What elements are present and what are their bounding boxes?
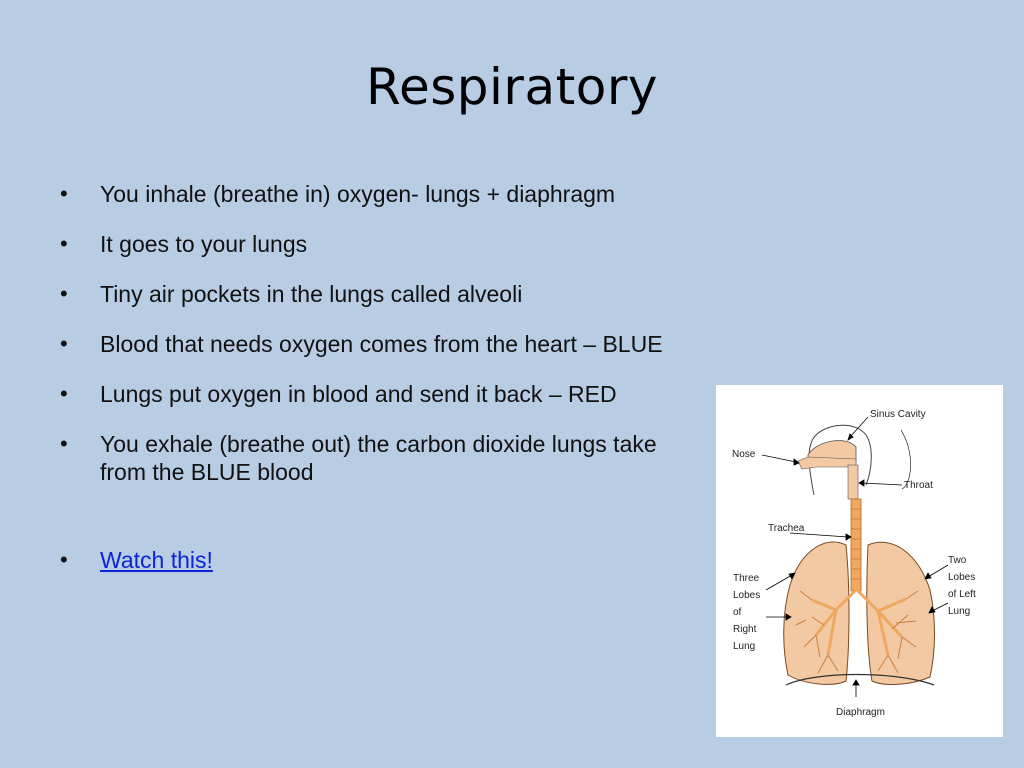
label-right-lung-line-2: Lobes <box>733 590 761 601</box>
label-right-lung-line-1: Three <box>733 573 760 584</box>
respiratory-diagram <box>716 385 1003 737</box>
label-left-lung-line-2: Lobes <box>948 572 976 583</box>
label-trachea: Trachea <box>768 523 805 534</box>
bullet-item: • You exhale (breathe out) the carbon dioxide lungs take from the BLUE blood <box>60 430 660 486</box>
slide-title: Respiratory <box>366 58 658 116</box>
label-right-lung-line-4: Right <box>733 624 757 635</box>
label-diaphragm: Diaphragm <box>836 707 885 718</box>
bullet-item: • You inhale (breathe in) oxygen- lungs + diaphragm <box>60 180 780 208</box>
label-sinus-cavity: Sinus Cavity <box>870 409 926 420</box>
watch-this-link[interactable]: Watch this! <box>100 547 213 573</box>
label-left-lung-line-1: Two <box>948 555 967 566</box>
throat <box>848 465 858 499</box>
bullet-item: • Tiny air pockets in the lungs called alveoli <box>60 280 780 308</box>
bullet-item: • Lungs put oxygen in blood and send it back – RED <box>60 380 780 408</box>
label-left-lung-line-3: of Left <box>948 589 976 600</box>
bullet-item-link <box>60 546 780 574</box>
respiratory-diagram-svg <box>716 385 1003 737</box>
label-right-lung-line-5: Lung <box>733 641 756 652</box>
right-lung <box>784 542 849 684</box>
label-throat: Throat <box>904 480 933 491</box>
bullet-list <box>60 180 780 596</box>
trachea <box>851 499 861 591</box>
label-left-lung-line-4: Lung <box>948 606 971 617</box>
label-right-lung-line-3: of <box>733 607 742 618</box>
bullet-item: • It goes to your lungs <box>60 230 780 258</box>
label-nose: Nose <box>732 449 756 460</box>
bullet-item: • Blood that needs oxygen comes from the heart – BLUE <box>60 330 780 358</box>
nasal-passage <box>798 457 856 469</box>
left-lung <box>867 542 935 684</box>
